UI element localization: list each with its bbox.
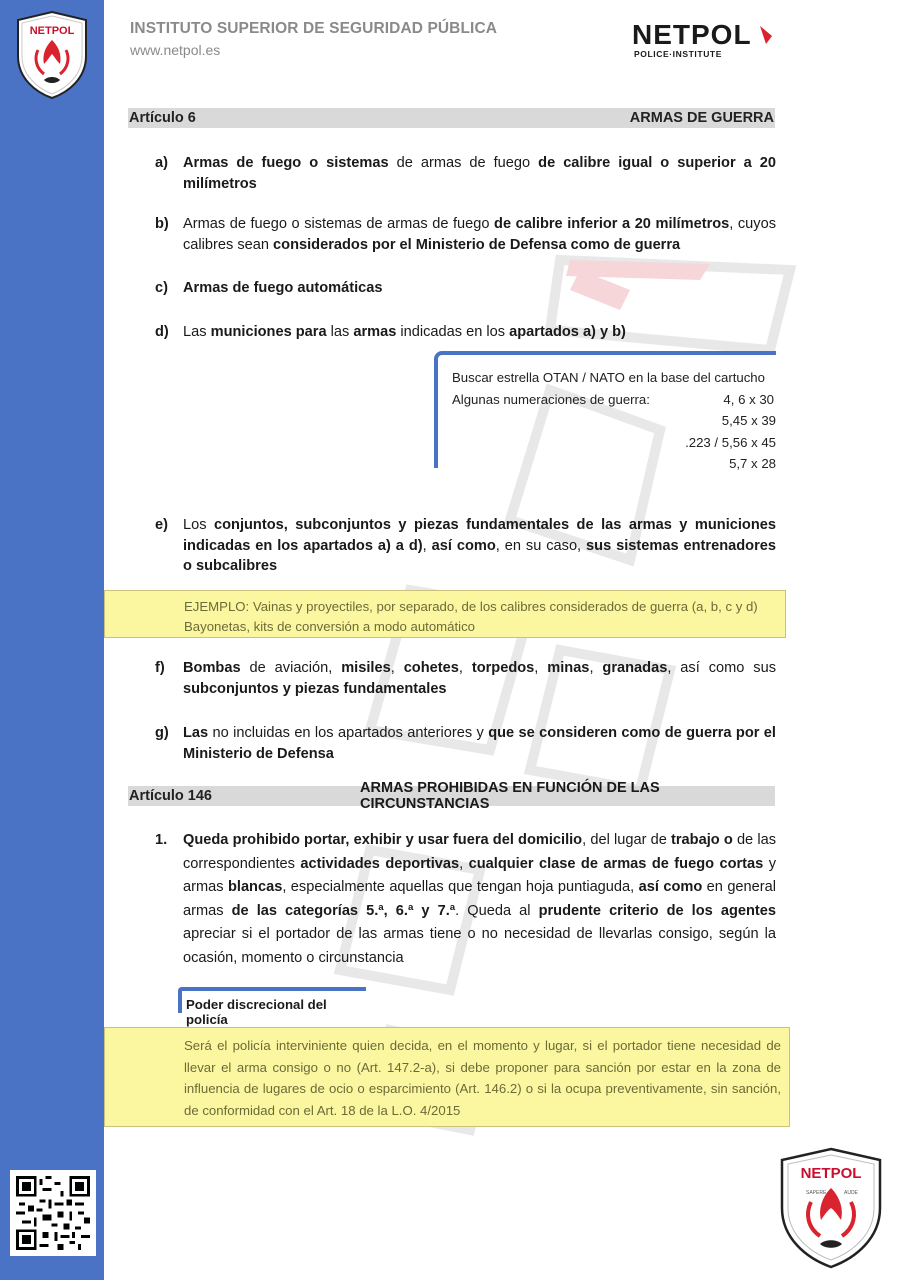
item-text: Bombas de aviación, misiles, cohetes, torpedos, minas, granadas, así como sus subconjuntos y piezas fundamentales [183, 660, 777, 697]
example-line-1: EJEMPLO: Vainas y proyectiles, por separado, de los calibres considerados de guerra (a, b, c y d) [184, 599, 758, 614]
institute-name: INSTITUTO SUPERIOR DE SEGURIDAD PÚBLICA [130, 20, 498, 37]
item-text: Queda prohibido portar, exhibir y usar fuera del domicilio, del lugar de trabajo o de las correspondientes actividades deportivas, cualquier clase de armas de fuego cortas y armas blancas, especialmente aquellas que tengan hoja puntiaguda, así como en general armas de las categorías 5.ª, 6.ª y 7.ª. Queda al prudente criterio de los agentes apreciar si el portador de las armas tiene o no necesidad de llevarlas consigo, según la ocasión, momento o circunstancia [183, 832, 777, 966]
brand-name: NETPOL [632, 20, 752, 50]
caliber-callout [434, 351, 776, 471]
item-text: Los conjuntos, subconjuntos y piezas fundamentales de las armas y municiones indicadas en los apartados a) a d), así como, en su caso, sus sistemas entrenadores o subcalibres [183, 517, 776, 574]
list-item-b [155, 214, 776, 255]
item-letter: b) [155, 216, 169, 232]
list-item-1 [155, 829, 776, 970]
callout-label: Algunas numeraciones de guerra: [452, 391, 650, 407]
caliber-value: 4, 6 x 30 [723, 391, 774, 407]
netpol-shield-logo [14, 10, 90, 100]
item-letter: a) [155, 155, 168, 171]
item-letter: c) [155, 280, 168, 296]
brand-subtitle: POLICE·INSTITUTE [634, 49, 722, 59]
caliber-value: 5,45 x 39 [721, 413, 776, 428]
article-6-number: Artículo 6 [129, 110, 196, 126]
list-item-g [155, 723, 776, 764]
website-url[interactable]: www.netpol.es [130, 42, 221, 58]
item-text: Armas de fuego o sistemas de armas de fuego de calibre inferior a 20 milímetros, cuyos calibres sean considerados por el Ministerio de Defensa como de guerra [183, 216, 777, 253]
item-number: 1. [155, 832, 168, 848]
netpol-brand-logo [632, 20, 777, 60]
discretion-note: Será el policía interviniente quien decida, en el momento y lugar, si el portador tiene necesidad de llevar el arma consigo o no (Art. 147.2-a), si debe proponer para sanción por estar en la zona de influencia de lugares de ocio o esparcimiento (Art. 146.2) o si la ocupa preventivamente, sin sanción, de conformidad con el Art. 18 de la L.O. 4/2015 [104, 1027, 790, 1127]
item-text: Las municiones para las armas indicadas en los apartados a) y b) [183, 324, 626, 340]
netpol-badge-logo [778, 1146, 884, 1270]
list-item-c [155, 278, 776, 299]
callout-line-1: Buscar estrella OTAN / NATO en la base del cartucho [452, 370, 765, 385]
badge-motto-left: SAPERE [806, 1190, 827, 1196]
article-146-header [128, 780, 775, 812]
item-text: Armas de fuego automáticas [183, 280, 383, 296]
item-letter: d) [155, 324, 169, 340]
discretion-label: Poder discrecional del policía [178, 987, 366, 1013]
left-sidebar [0, 0, 104, 1280]
badge-motto-right: AUDE [844, 1190, 858, 1196]
example-line-2: Bayonetas, kits de conversión a modo automático [184, 618, 476, 634]
badge-brand-text: NETPOL [800, 1165, 862, 1182]
list-item-a [155, 153, 776, 194]
article-146-number: Artículo 146 [129, 788, 212, 804]
item-text: Armas de fuego o sistemas de armas de fuego de calibre igual o superior a 20 milímetros [183, 155, 776, 192]
list-item-e [155, 515, 776, 577]
item-letter: e) [155, 517, 168, 533]
qr-code[interactable] [10, 1170, 96, 1256]
caliber-value: .223 / 5,56 x 45 [685, 434, 776, 450]
shield-badge-text: NETPOL [29, 25, 75, 37]
item-letter: f) [155, 660, 165, 676]
article-6-title: ARMAS DE GUERRA [629, 110, 774, 126]
item-letter: g) [155, 725, 169, 741]
qr-code-icon [16, 1176, 90, 1250]
callout-row [452, 389, 776, 411]
article-6-header [128, 108, 775, 128]
example-note [104, 590, 786, 638]
item-text: Las no incluidas en los apartados anteriores y que se consideren como de guerra por el Ministerio de Defensa [183, 725, 776, 762]
article-146-title: ARMAS PROHIBIDAS EN FUNCIÓN DE LAS CIRCUNSTANCIAS [360, 780, 660, 812]
list-item-d [155, 322, 776, 343]
caliber-value: 5,7 x 28 [729, 456, 776, 471]
list-item-f [155, 658, 776, 699]
